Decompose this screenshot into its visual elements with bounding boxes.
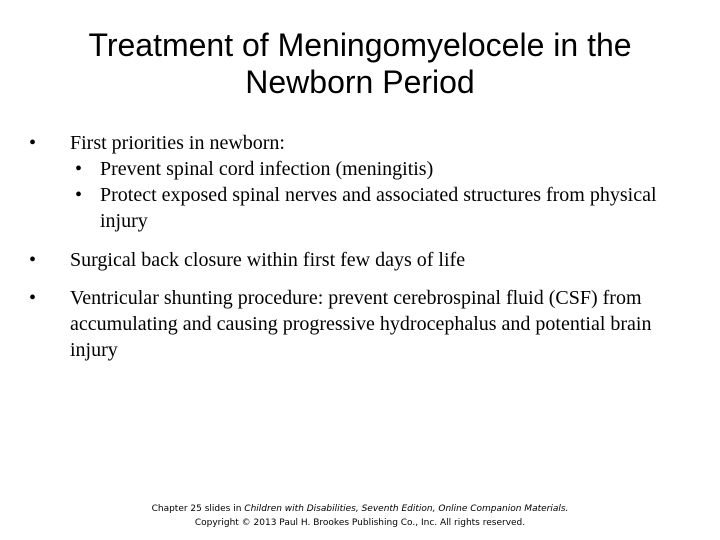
bullet-item [29,130,689,156]
bullet-icon: • [29,249,37,271]
slide-title-line-2: Newborn Period [245,64,475,100]
bullet-icon: • [75,158,83,180]
bullet-icon: • [29,132,37,154]
bullet-text: Surgical back closure within first few days of life [70,249,466,271]
bullet-item [29,247,689,273]
bullet-text: First priorities in newborn: [70,132,285,154]
bullet-icon: • [75,184,83,206]
slide-title-line-1: Treatment of Meningomyelocele in the [88,27,632,63]
footer-prefix: Chapter 25 slides in [151,504,245,514]
bullet-text: Ventricular shunting procedure: prevent cerebrospinal fluid (CSF) from accumulating and causing progressive hydrocephalus and potential brain injury [70,287,652,361]
bullet-icon: • [29,287,37,309]
slide-footer [60,502,660,530]
sub-bullet-text: Prevent spinal cord infection (meningitis) [100,158,434,180]
sub-bullet-text: Protect exposed spinal nerves and associated structures from physical injury [100,184,657,232]
footer-copyright: Copyright © 2013 Paul H. Brookes Publishing Co., Inc. All rights reserved. [194,518,526,528]
footer-citation [60,502,660,516]
sub-bullet-item [75,156,685,182]
sub-bullet-item [75,182,685,234]
bullet-item [29,285,689,363]
footer-book-title: Children with Disabilities, Seventh Edition, Online Companion Materials. [244,504,569,514]
